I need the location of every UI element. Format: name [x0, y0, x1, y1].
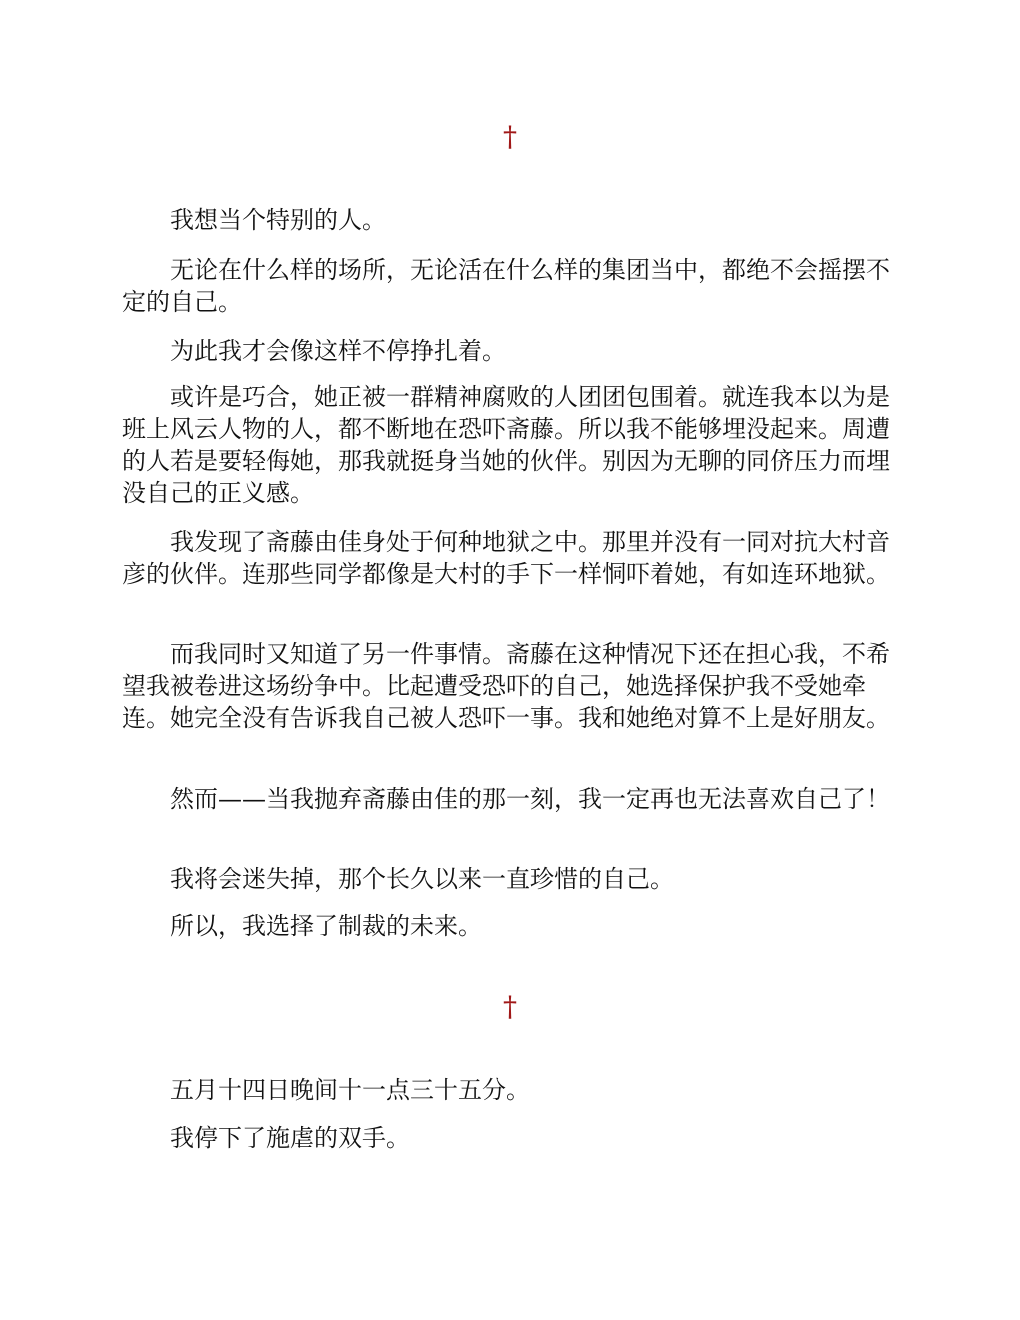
paragraph: 所以，我选择了制裁的未来。: [170, 912, 482, 940]
paragraph: 为此我才会像这样不停挣扎着。: [170, 337, 506, 365]
section-divider-cross: †: [503, 120, 517, 153]
paragraph: 我发现了斋藤由佳身处于何种地狱之中。那里并没有一同对抗大村音彦的伙伴。连那些同学都像是大村的手下一样恫吓着她，有如连环地狱。: [122, 528, 890, 588]
paragraph: 我想当个特别的人。: [170, 206, 386, 234]
paragraph: 而我同时又知道了另一件事情。斋藤在这种情况下还在担心我，不希望我被卷进这场纷争中。比起遭受恐吓的自己，她选择保护我不受她牵连。她完全没有告诉我自己被人恐吓一事。我和她绝对算不上是好朋友。: [122, 640, 890, 732]
section-divider-cross: †: [503, 990, 517, 1023]
paragraph: 五月十四日晚间十一点三十五分。: [170, 1076, 530, 1104]
paragraph: 我将会迷失掉，那个长久以来一直珍惜的自己。: [170, 865, 674, 893]
paragraph: 无论在什么样的场所，无论活在什么样的集团当中，都绝不会摇摆不定的自己。: [122, 256, 890, 316]
paragraph: 或许是巧合，她正被一群精神腐败的人团团包围着。就连我本以为是班上风云人物的人，都不断地在恐吓斋藤。所以我不能够埋没起来。周遭的人若是要轻侮她，那我就挺身当她的伙伴。别因为无聊的同侪压力而埋没自己的正义感。: [122, 383, 890, 507]
paragraph: 我停下了施虐的双手。: [170, 1124, 410, 1152]
paragraph: 然而——当我抛弃斋藤由佳的那一刻，我一定再也无法喜欢自己了！: [170, 785, 890, 813]
